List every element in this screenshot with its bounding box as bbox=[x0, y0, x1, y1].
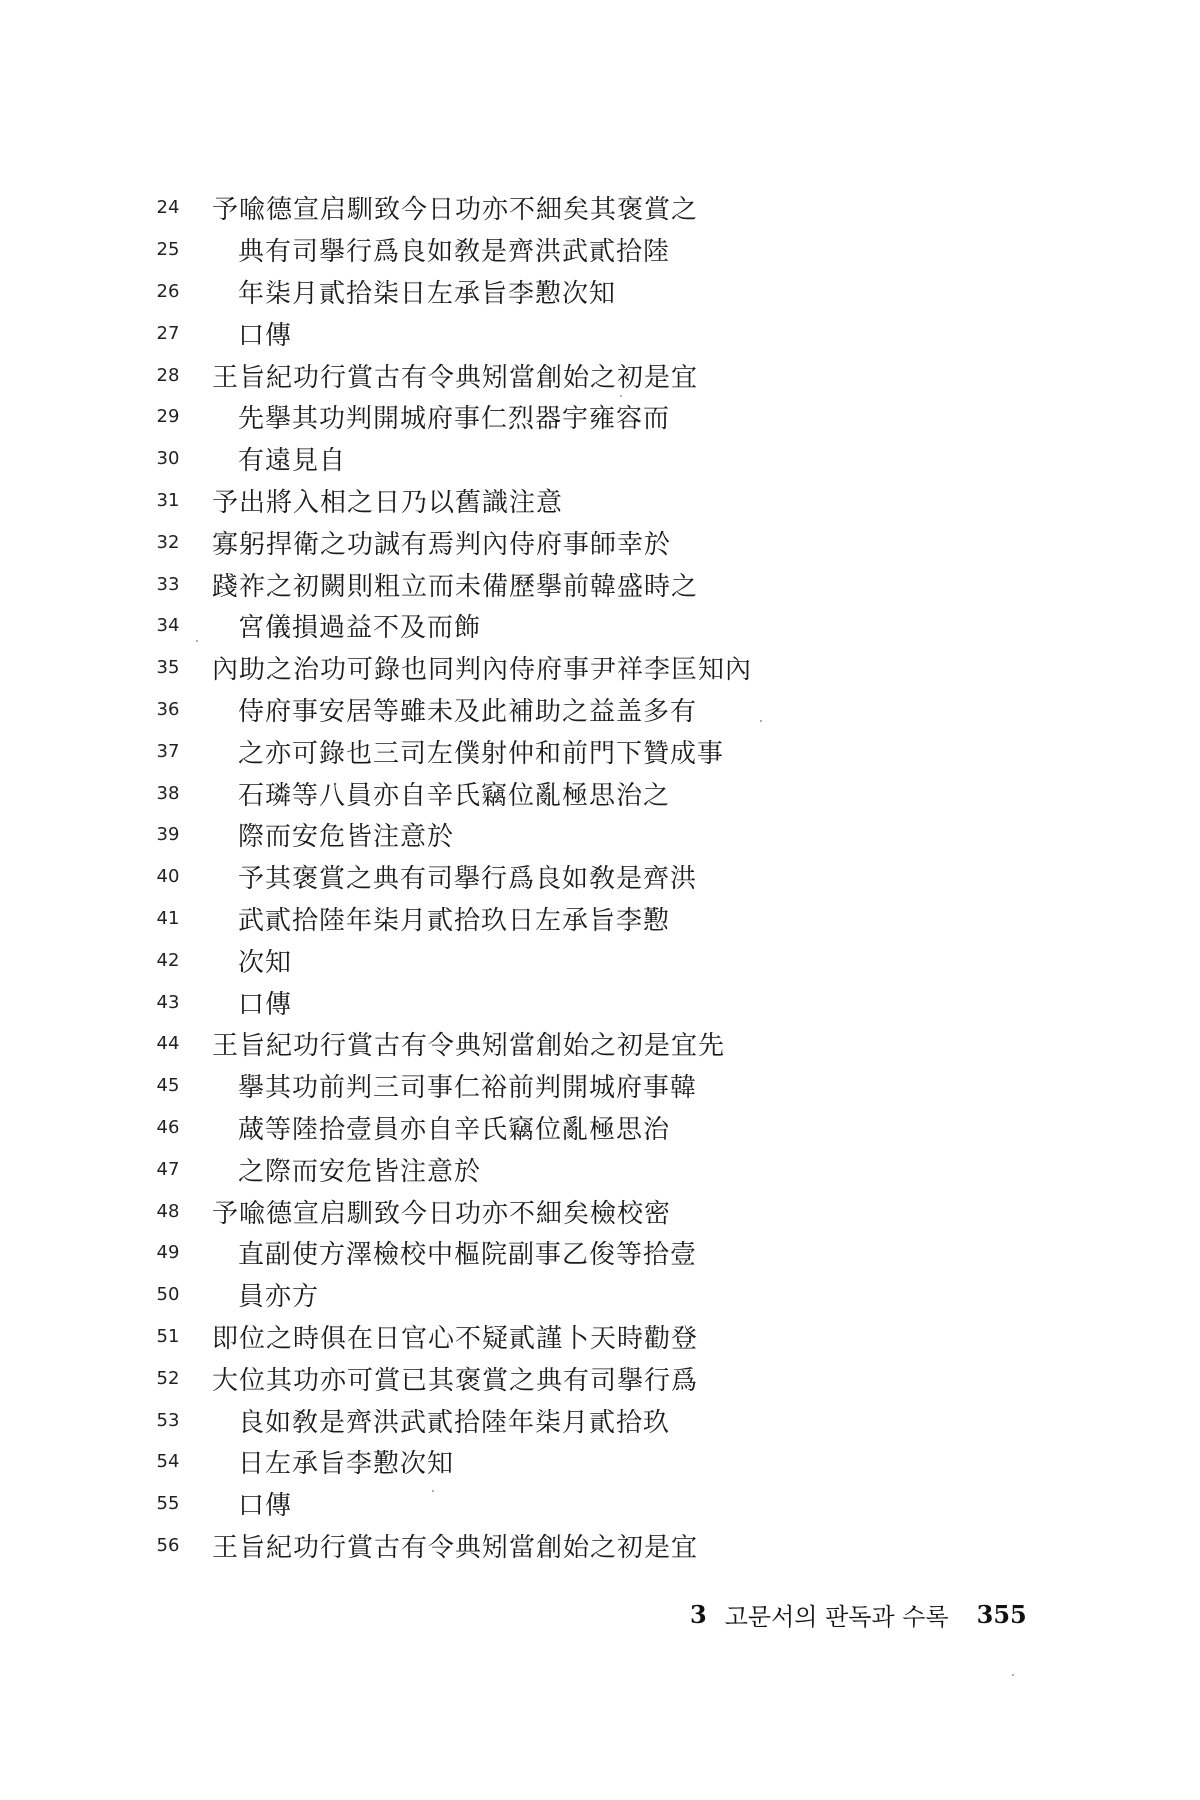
line-number: 48 bbox=[156, 1200, 180, 1222]
line-text: 內助之治功可錄也同判內侍府事尹祥李匡知內 bbox=[212, 655, 753, 686]
line-number: 47 bbox=[156, 1158, 180, 1180]
transcription-line bbox=[150, 898, 1050, 940]
line-number: 43 bbox=[156, 991, 180, 1013]
transcription-line bbox=[150, 730, 1050, 772]
chapter-number: 3 bbox=[690, 1599, 707, 1629]
line-text: 直副使方澤檢校中樞院副事乙俊等拾壹 bbox=[238, 1240, 698, 1271]
transcription-line bbox=[150, 1525, 1050, 1567]
line-text: 有遠見自 bbox=[238, 446, 347, 477]
line-number: 26 bbox=[156, 280, 180, 302]
line-number: 40 bbox=[156, 866, 180, 888]
line-text: 寡躬捍衛之功誠有焉判內侍府事師幸於 bbox=[212, 529, 672, 560]
line-number: 31 bbox=[156, 489, 180, 511]
line-number: 36 bbox=[156, 698, 180, 720]
transcription-line bbox=[150, 396, 1050, 438]
line-number: 55 bbox=[156, 1493, 180, 1515]
line-text: 蒧等陸拾壹員亦自辛氏竊位亂極思治 bbox=[238, 1114, 671, 1145]
line-text: 員亦方 bbox=[238, 1282, 320, 1313]
line-text: 擧其功前判三司事仁裕前判開城府事韓 bbox=[238, 1073, 698, 1104]
line-text: 踐祚之初闕則粗立而未備歷擧前韓盛時之 bbox=[212, 571, 699, 602]
transcription-line bbox=[150, 1148, 1050, 1190]
line-text: 良如敎是齊洪武貳拾陸年柒月貳拾玖 bbox=[238, 1407, 671, 1438]
transcription-line bbox=[150, 1399, 1050, 1441]
line-text: 年柒月貳拾柒日左承旨李懃次知 bbox=[238, 278, 617, 309]
transcription-line bbox=[150, 1190, 1050, 1232]
transcription-line bbox=[150, 1483, 1050, 1525]
line-text: 侍府事安居等雖未及此補助之益盖多有 bbox=[238, 696, 698, 727]
transcription-line bbox=[150, 563, 1050, 605]
line-text: 日左承旨李懃次知 bbox=[238, 1449, 455, 1480]
line-number: 25 bbox=[156, 239, 180, 261]
transcription-line bbox=[150, 1357, 1050, 1399]
line-number: 27 bbox=[156, 322, 180, 344]
transcription-line bbox=[150, 271, 1050, 313]
line-text: 之亦可錄也三司左僕射仲和前門下贊成事 bbox=[238, 738, 725, 769]
line-number: 49 bbox=[156, 1242, 180, 1264]
transcription-block bbox=[150, 187, 1050, 1566]
scan-speck bbox=[196, 640, 198, 642]
line-number: 38 bbox=[156, 782, 180, 804]
line-number: 51 bbox=[156, 1325, 180, 1347]
line-number: 32 bbox=[156, 531, 180, 553]
line-number: 41 bbox=[156, 907, 180, 929]
line-number: 44 bbox=[156, 1033, 180, 1055]
chapter-title: 고문서의 판독과 수록 bbox=[724, 1602, 949, 1631]
transcription-line bbox=[150, 689, 1050, 731]
line-text: 王旨紀功行賞古有令典矧當創始之初是宜先 bbox=[212, 1031, 726, 1062]
transcription-line bbox=[150, 814, 1050, 856]
line-number: 53 bbox=[156, 1409, 180, 1431]
line-text: 王旨紀功行賞古有令典矧當創始之初是宜 bbox=[212, 1532, 699, 1563]
line-text: 口傳 bbox=[238, 989, 293, 1020]
line-number: 39 bbox=[156, 824, 180, 846]
line-text: 次知 bbox=[238, 947, 293, 978]
transcription-line bbox=[150, 1107, 1050, 1149]
line-number: 35 bbox=[156, 657, 180, 679]
transcription-line bbox=[150, 647, 1050, 689]
line-text: 之際而安危皆注意於 bbox=[238, 1156, 482, 1187]
transcription-line bbox=[150, 229, 1050, 271]
line-number: 56 bbox=[156, 1534, 180, 1556]
scan-speck bbox=[760, 720, 762, 722]
line-text: 予其褒賞之典有司擧行爲良如敎是齊洪 bbox=[238, 864, 698, 895]
line-text: 予喩德宣启馴致今日功亦不細矣其褒賞之 bbox=[212, 195, 699, 226]
transcription-line bbox=[150, 312, 1050, 354]
line-number: 37 bbox=[156, 740, 180, 762]
page-number: 355 bbox=[976, 1599, 1027, 1629]
transcription-line bbox=[150, 605, 1050, 647]
scan-speck bbox=[1012, 1674, 1014, 1676]
transcription-line bbox=[150, 939, 1050, 981]
line-text: 口傳 bbox=[238, 320, 293, 351]
line-text: 際而安危皆注意於 bbox=[238, 822, 455, 853]
line-number: 24 bbox=[156, 197, 180, 219]
transcription-line bbox=[150, 1023, 1050, 1065]
line-number: 29 bbox=[156, 406, 180, 428]
transcription-line bbox=[150, 1274, 1050, 1316]
transcription-line bbox=[150, 981, 1050, 1023]
line-number: 52 bbox=[156, 1367, 180, 1389]
line-number: 33 bbox=[156, 573, 180, 595]
transcription-line bbox=[150, 480, 1050, 522]
line-number: 50 bbox=[156, 1284, 180, 1306]
line-text: 予喩德宣启馴致今日功亦不細矣檢校密 bbox=[212, 1198, 672, 1229]
transcription-line bbox=[150, 521, 1050, 563]
line-text: 即位之時俱在日官心不疑貳謹卜天時勸登 bbox=[212, 1323, 699, 1354]
line-number: 28 bbox=[156, 364, 180, 386]
line-number: 42 bbox=[156, 949, 180, 971]
line-text: 王旨紀功行賞古有令典矧當創始之初是宜 bbox=[212, 362, 699, 393]
transcription-line bbox=[150, 438, 1050, 480]
transcription-line bbox=[150, 1065, 1050, 1107]
line-text: 大位其功亦可賞已其褒賞之典有司擧行爲 bbox=[212, 1365, 699, 1396]
line-number: 45 bbox=[156, 1075, 180, 1097]
line-text: 宮儀損過益不及而飾 bbox=[238, 613, 482, 644]
line-text: 先擧其功判開城府事仁烈器宇雍容而 bbox=[238, 404, 671, 435]
line-text: 武貳拾陸年柒月貳拾玖日左承旨李懃 bbox=[238, 905, 671, 936]
line-number: 34 bbox=[156, 615, 180, 637]
line-text: 石璘等八員亦自辛氏竊位亂極思治之 bbox=[238, 780, 671, 811]
scan-speck bbox=[620, 395, 622, 397]
transcription-line bbox=[150, 1232, 1050, 1274]
transcription-line bbox=[150, 772, 1050, 814]
line-text: 予出將入相之日乃以舊識注意 bbox=[212, 487, 564, 518]
line-text: 口傳 bbox=[238, 1491, 293, 1522]
line-number: 46 bbox=[156, 1116, 180, 1138]
transcription-line bbox=[150, 856, 1050, 898]
scan-speck bbox=[432, 1490, 434, 1492]
transcription-line bbox=[150, 187, 1050, 229]
transcription-line bbox=[150, 354, 1050, 396]
transcription-line bbox=[150, 1316, 1050, 1358]
transcription-line bbox=[150, 1441, 1050, 1483]
line-text: 典有司擧行爲良如敎是齊洪武貳拾陸 bbox=[238, 237, 671, 268]
line-number: 54 bbox=[156, 1451, 180, 1473]
page-footer bbox=[690, 1594, 1050, 1634]
line-number: 30 bbox=[156, 448, 180, 470]
